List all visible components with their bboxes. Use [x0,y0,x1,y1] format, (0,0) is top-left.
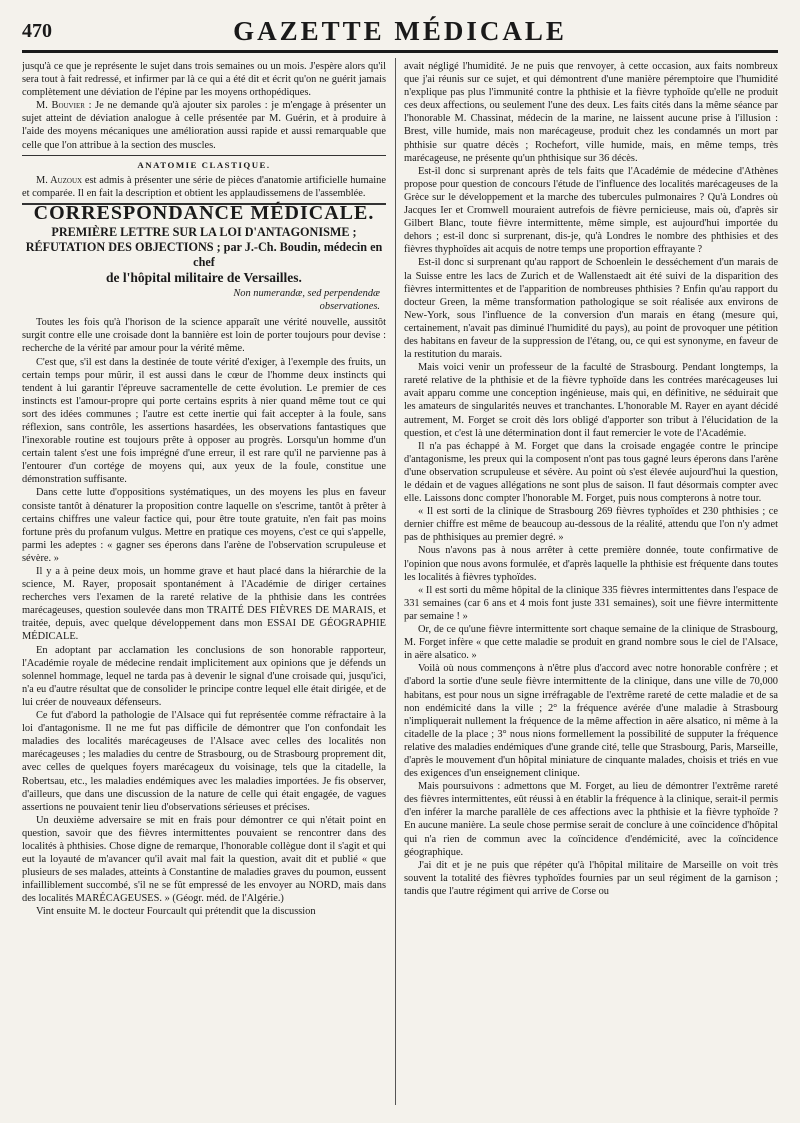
divider [22,155,386,156]
epigraph-line: Non numerandæ, sed perpendendæ [233,288,380,300]
speaker-name: M. Bouvier [36,100,85,112]
subsection-heading: ANATOMIE CLASTIQUE. [137,159,271,170]
paragraph: Dans cette lutte d'oppositions systématiques, un des moyens les plus en faveur consiste tantôt à dénaturer la proposition contre laquelle on s'escrime, tantôt à prêter à certains chiffres une valeur factice qui, pour être toute gratuite, n'en fait pas moins fortune près du profanum vulgus. Mettre en pratique ces moyens, c'est ce qui s'appelle, parmi les adeptes : « gagner ses éperons dans l'arène de l'observation scrupuleuse et sévère. » [22,487,386,564]
journal-title: GAZETTE MÉDICALE [233,16,567,46]
paragraph: Un deuxième adversaire se mit en frais pour démontrer ce qui n'était point en question, savoir que des fièvres intermittentes pouvaient se rencontrer dans des localités à phthisies. Chose digne de remarque, l'honorable collègue dont il s'agit et qui eut la loyauté de m'avancer qu'il avait mal fait la question, avait dit et publié « que plusieurs de ses malades, atteints à Constantine de maladies graves du poumon, eussent infailliblement succombé, s'il ne se fût empressé de les envoyer au NORD, mais dans des localités MARÉCAGEUSES. » (Géogr. méd. de l'Algérie.) [22,814,386,905]
paragraph: Nous n'avons pas à nous arrêter à cette première donnée, toute confirmative de l'opinion que nous avons formulée, et d'après laquelle la phthisie est fréquente dans toutes les localités à fièvres typhoïdes. [404,545,778,583]
paragraph: Mais poursuivons : admettons que M. Forget, au lieu de démontrer l'extrême rareté des fièvres intermittentes, eût réussi à en établir la fréquence à la clinique, serait-il permis d'en inférer la marche parallèle de ces affections avec la phthisie et la fièvre typhoïde ? En aucune manière. La seule chose permise serait de conclure à une coïncidence d'hôpital qui n'a rien de commun avec la coïncidence d'endémicité, avec la coïncidence géographique. [404,781,778,858]
section-title: CORRESPONDANCE MÉDICALE. [33,201,375,224]
paragraph: Mais voici venir un professeur de la faculté de Strasbourg. Pendant longtemps, la rareté relative de la phthisie et de la fièvre typhoïde dans les contrées marécageuses lui avait apparu comme une conception ingénieuse, mais qui, en définitive, ne séduirait que les amateurs de singularités neuves et tranchantes. L'honorable M. Rayer en ayant décidé autrement, M. Forget se croit dès lors obligé d'apporter son tribut à l'élucidation de la question, et c'est là une détermination dont il faut remercier le vote de l'Académie. [404,362,778,439]
paragraph: Est-il donc si surprenant qu'au rapport de Schoenlein le desséchement d'un marais de la Suisse entre les lacs de Zurich et de Wallenstaedt ait été suivi de la disparition des fièvres intermittentes et de l'apparition de nombreuses phthisies ? Enfin qu'au rapport du docteur Green, la même transformation pathologique se soit réalisée aux environs de New-York, sous l'influence de la conversion d'un marais en étang (mesure qui, certainement, n'avait pas diminué l'humidité du pays), au point de provoquer une pétition des habitans en faveur de la suppression de l'étang, ou, ce qui est synonyme, en faveur de la restitution du marais. [404,257,778,361]
paragraph: Or, de ce qu'une fièvre intermittente sort chaque semaine de la clinique de Strasbourg, M. Forget infère « que cette maladie se produit en grand nombre sous le ciel de l'Alsace, in aëre alsatico. » [404,624,778,662]
paragraph: « Il est sorti de la clinique de Strasbourg 269 fièvres typhoïdes et 230 phthisies ; ce dernier chiffre est même de beaucoup au-dessous de la réalité, attendu que l'on n'y admet pas de phthisiques au premier degré. » [404,506,778,544]
paragraph: Est-il donc si surprenant après de tels faits que l'Académie de médecine d'Athènes propose pour question de concours l'étude de l'influence des localités marécageuses de la Grèce sur le développement et la marche des tubercules pulmonaires ? Qu'à Londres où Jacques Ier et Cromwell mouraient autrefois de fièvre pernicieuse, mais où, d'après sir Gilbert Blanc, toute fièvre intermittente, même simple, est aujourd'hui importée du dehors ; est-il donc si surprenant, dis-je, qu'à Londres le nombre des phthisies et des fièvres thyphoïdes ait acquis de notre temps une proportion effrayante ? [404,165,778,256]
paragraph: avait négligé l'humidité. Je ne puis que renvoyer, à cette occasion, aux faits nombreux que j'ai réunis sur ce sujet, et qui démontrent d'une manière péremptoire que l'humidité n'explique pas plus l'immunité contre la phthisie et la fièvre typhoïde qu'elle ne produit ces deux affections, ou seulement l'une des deux. Les faits cités dans la même séance par l'honorable M. Chassinat, médecin de la marine, ne laissent aucune prise à l'illusion : Brest, ville humide, mais non marécageuse, produit chez les condamnés un mort par phthisie sur quatre décès ; Rochefort, ville humide, mais, en même temps, très marécageuse, ne présente qu'un phthisique sur 36 décès. [404,61,778,164]
epigraph [22,287,380,313]
epigraph-line: observationes. [319,301,380,313]
column-divider [395,58,396,1105]
paragraph: Voilà où nous commençons à n'être plus d'accord avec notre honorable confrère ; et d'abord la sortie d'une seule fièvre intermittente de la clinique, dans une ville de 70,000 habitans, est pour nous un signe irréfragable de l'extrême rareté de cette maladie et de sa non endémicité dans la ville ; 2° la fréquence avérée d'une maladie à Strasbourg n'impliquerait nullement la fréquence de la même affection in aëre alsatico, ni même à la citadelle de la place ; 3° nous nions formellement la possibilité de supputer la fréquence relative des maladies endémiques d'une grande cité, telle que Strasbourg, Paris, Marseille, d'après le mouvement d'un hôpital miniature de cinquante malades, choisis et triés en vue des exigences d'un enseignement clinique. [404,663,778,780]
paragraph-text: : Je ne demande qu'à ajouter six paroles : je m'engage à présenter un sujet atteint de déviation analogue à celle présentée par M. Guérin, et à produire à l'aide des moyens mécaniques une amélioration aussi rapide et aussi remarquable que celle que l'on attribue à la section des muscles. [22,100,386,151]
letter-heading-line: de l'hôpital militaire de Versailles. [106,270,302,286]
paragraph [22,174,386,200]
paragraph: Toutes les fois qu'à l'horison de la science apparaît une vérité nouvelle, aussitôt surgit contre elle une croisade dont la bannière est loin de porter toujours pour devise : recherche de la vérité par amour pour la vérité même. [22,317,386,355]
paragraph: « Il est sorti du même hôpital de la clinique 335 fièvres intermittentes dans l'espace de 331 semaines (car 6 ans et 4 mois font juste 331 semaines), soit une fièvre intermittente par semaine ! » [404,584,778,622]
letter-heading-line: PREMIÈRE LETTRE SUR LA LOI D'ANTAGONISME ; RÉFUTATION DES OBJECTIONS ; par J.-Ch. Boudin, médecin en chef [25,225,383,270]
right-column [404,60,778,1107]
paragraph: J'ai dit et je ne puis que répéter qu'à l'hôpital militaire de Marseille on voit très souvent la totalité des fièvres typhoïdes fournies par un seul régiment de la garnison ; tandis que l'autre régiment qui arrive de Corse ou [404,859,778,897]
letter-heading [22,225,386,285]
page-number: 470 [22,20,52,42]
paragraph-text: est admis à présenter une série de pièces d'anatomie artificielle humaine et comparée. Il en fait la description et obtient les applaudissemens de l'assemblée. [22,174,386,199]
header-rule [22,50,778,53]
paragraph: En adoptant par acclamation les conclusions de son honorable rapporteur, l'Académie royale de médecine rendait implicitement aux opinions que je défends un solennel hommage, lequel ne tarda pas à devenir le signal d'une croisade qui, jusqu'ici, n'a eu d'autre résultat que de consolider le principe contre lequel elle était dirigée, et de lui créer de nouveaux défenseurs. [22,644,386,708]
paragraph: Il n'a pas échappé à M. Forget que dans la croisade engagée contre le principe d'antagonisme, les preux qui la composent n'ont pas tous gagné leurs éperons dans l'arène d'une observation scrupuleuse et sévère. Au point où s'est élevée aujourd'hui la question, le dédain et de vagues allégations ne sont plus de saison. Il faut désormais compter avec elle. Laissons donc compter l'honorable M. Forget, puis nous compterons à notre tour. [404,440,778,505]
paragraph: C'est que, s'il est dans la destinée de toute vérité d'exiger, à l'exemple des fruits, un certain temps pour mûrir, il est aussi dans le cœur de l'homme deux instincts qui tendent à lui garantir l'épreuve sacramentelle de cette évolution. Le premier de ces instincts est l'amour-propre qui porte certains esprits à nier quand même tout ce qui sort des idées communes ; l'autre est cette inertie qui fait accepter à la foule, sans réflexion, sans contrôle, les assertions hasardées, les observations fantastiques que l'inexorable routine est toujours prête à opposer au progrès. Lorsqu'un homme d'un certain talent s'est une fois imprégné d'une erreur, il est rare qu'il ne parvienne pas à l'entourer d'un cortége de moyens qui, aux yeux de la foule, constitue une démonstration suffisante. [22,356,386,486]
page-header [22,14,778,48]
paragraph: Ce fut d'abord la pathologie de l'Alsace qui fut représentée comme réfractaire à la loi d'antagonisme. Il ne me fut pas difficile de démontrer que l'on confondait les maladies des localités marécageuses de l'Alsace avec celles des localités non marécageuses ; les maladies du centre de Strasbourg, ou de Strasbourg proprement dit, avec celles de quelques foyers marécageux du voisinage, tels que la citadelle, la Robertsau, etc., les maladies endémiques avec les maladies importées. Je fis observer, d'ailleurs, que dans une discussion de la nature de celle qui était engagée, de vagues assertions ne pouvaient tenir lieu d'observations sérieuses et précises. [22,710,386,813]
paragraph [22,99,386,151]
paragraph: Vint ensuite M. le docteur Fourcault qui prétendit que la discussion [36,906,316,918]
paragraph: Il y a à peine deux mois, un homme grave et haut placé dans la hiérarchie de la science, M. Rayer, proposait spontanément à l'Académie de diriger certaines recherches vers l'examen de la rareté relative de la phthisie dans les contrées marécageuses, question soulevée dans mon TRAITÉ DES FIÈVRES DE MARAIS, et traitée, depuis, avec quelque développement dans mon ESSAI DE GÉOGRAPHIE MÉDICALE. [22,566,386,643]
left-column [22,60,386,1107]
speaker-name: M. Auzoux [36,174,83,186]
paragraph: jusqu'à ce que je représente le sujet dans trois semaines ou un mois. J'espère alors qu'il sera tout à fait redressé, et infirmer par là ce qui a été dit et écrit qu'on ne guérit jamais complètement une déviation de l'épine par les moyens orthopédiques. [22,61,386,99]
